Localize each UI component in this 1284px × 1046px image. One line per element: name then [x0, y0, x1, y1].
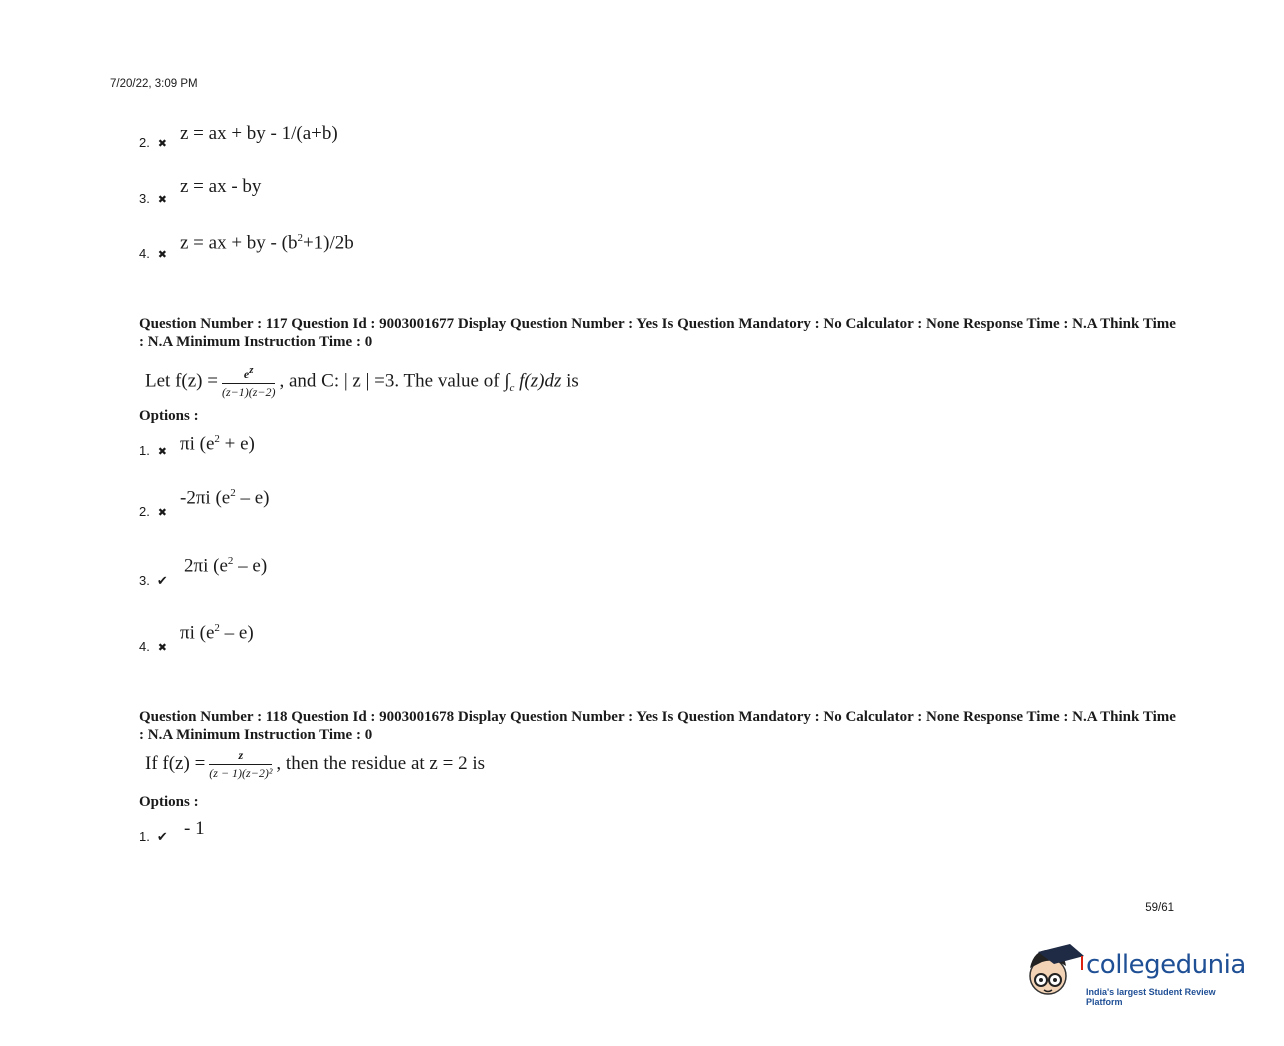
fraction-denominator: (z − 1)(z−2)² — [209, 766, 273, 780]
option-number: 4. — [139, 639, 150, 654]
prev-option-3-text: z = ax - by — [180, 176, 262, 197]
question-118-stem — [145, 748, 485, 781]
stem-suffix: , then the residue at z = 2 is — [276, 752, 485, 774]
fraction-denominator: (z−1)(z−2) — [221, 385, 276, 399]
fraction — [222, 364, 276, 400]
option-number: 2. — [139, 504, 150, 519]
options-label: Options : — [139, 408, 199, 424]
prev-option-4-text: z = ax + by - $(b^2+1)/2b$ — [180, 232, 354, 254]
cross-icon: ✖ — [157, 138, 167, 150]
cross-icon: ✖ — [157, 446, 167, 458]
page-number: 59/61 — [1145, 902, 1174, 914]
q117-option-2-text: -2πi $(e^2 - e)$ — [180, 487, 270, 509]
q117-option-1-text: πi $(e^2 + e)$ — [180, 433, 255, 455]
fraction-numerator: e — [243, 367, 250, 381]
print-timestamp: 7/20/22, 3:09 PM — [110, 78, 198, 90]
q117-option-2 — [139, 504, 169, 521]
question-118-meta: Question Number : 118 Question Id : 9003001678 Display Question Number : Yes Is Question Mandatory : No Calculator : None Response Time : N.A Think Time : N.A Minimum Instruction Time : 0 — [139, 709, 1176, 743]
prev-option-2-text: z = ax + by - 1/(a+b) — [180, 123, 338, 144]
cross-icon: ✖ — [157, 507, 167, 519]
fraction — [209, 748, 272, 781]
options-label: Options : — [139, 794, 199, 810]
cross-icon: ✖ — [157, 194, 167, 206]
prev-option-4 — [139, 246, 169, 263]
mascot-icon — [1024, 938, 1086, 1008]
option-number: 1. — [139, 829, 150, 844]
q118-option-1-text: - 1 — [184, 818, 205, 839]
collegedunia-logo — [1024, 938, 1254, 1008]
option-number: 3. — [139, 191, 150, 206]
prev-option-3 — [139, 191, 169, 208]
check-icon: ✔ — [156, 829, 168, 844]
fraction-numerator: z — [209, 748, 272, 765]
stem-prefix: If f(z) = — [145, 752, 206, 774]
question-117-meta: Question Number : 117 Question Id : 9003001677 Display Question Number : Yes Is Question Mandatory : No Calculator : None Response Time : N.A Think Time : N.A Minimum Instruction Time : 0 — [139, 316, 1176, 350]
integral-contour: c — [509, 382, 515, 395]
q117-option-3-text: 2πi $(e^2 - e)$ — [184, 555, 268, 577]
q118-option-1 — [139, 829, 169, 846]
integrand: f(z)dz — [519, 370, 562, 392]
option-number: 2. — [139, 135, 150, 150]
question-117-stem — [145, 364, 579, 400]
integral-sign: ∫ — [504, 370, 510, 392]
option-number: 1. — [139, 443, 150, 458]
cross-icon: ✖ — [157, 642, 167, 654]
q117-option-3 — [139, 573, 169, 590]
stem-prefix: Let f(z) = — [145, 370, 218, 392]
option-number: 3. — [139, 573, 150, 588]
q117-option-4 — [139, 639, 169, 656]
check-icon: ✔ — [156, 573, 168, 588]
fraction-numerator-exponent: z — [249, 364, 254, 376]
q117-option-1 — [139, 443, 169, 460]
stem-end: is — [566, 370, 579, 392]
stem-suffix: , and C: | z | =3. The value of — [279, 370, 500, 392]
logo-wordmark: collegedunia — [1086, 950, 1246, 980]
cross-icon: ✖ — [157, 249, 167, 261]
prev-option-2 — [139, 135, 169, 152]
logo-tagline: India's largest Student Review Platform — [1086, 987, 1216, 1007]
q117-option-4-text: πi $(e^2 - e)$ — [180, 622, 254, 644]
option-number: 4. — [139, 246, 150, 261]
